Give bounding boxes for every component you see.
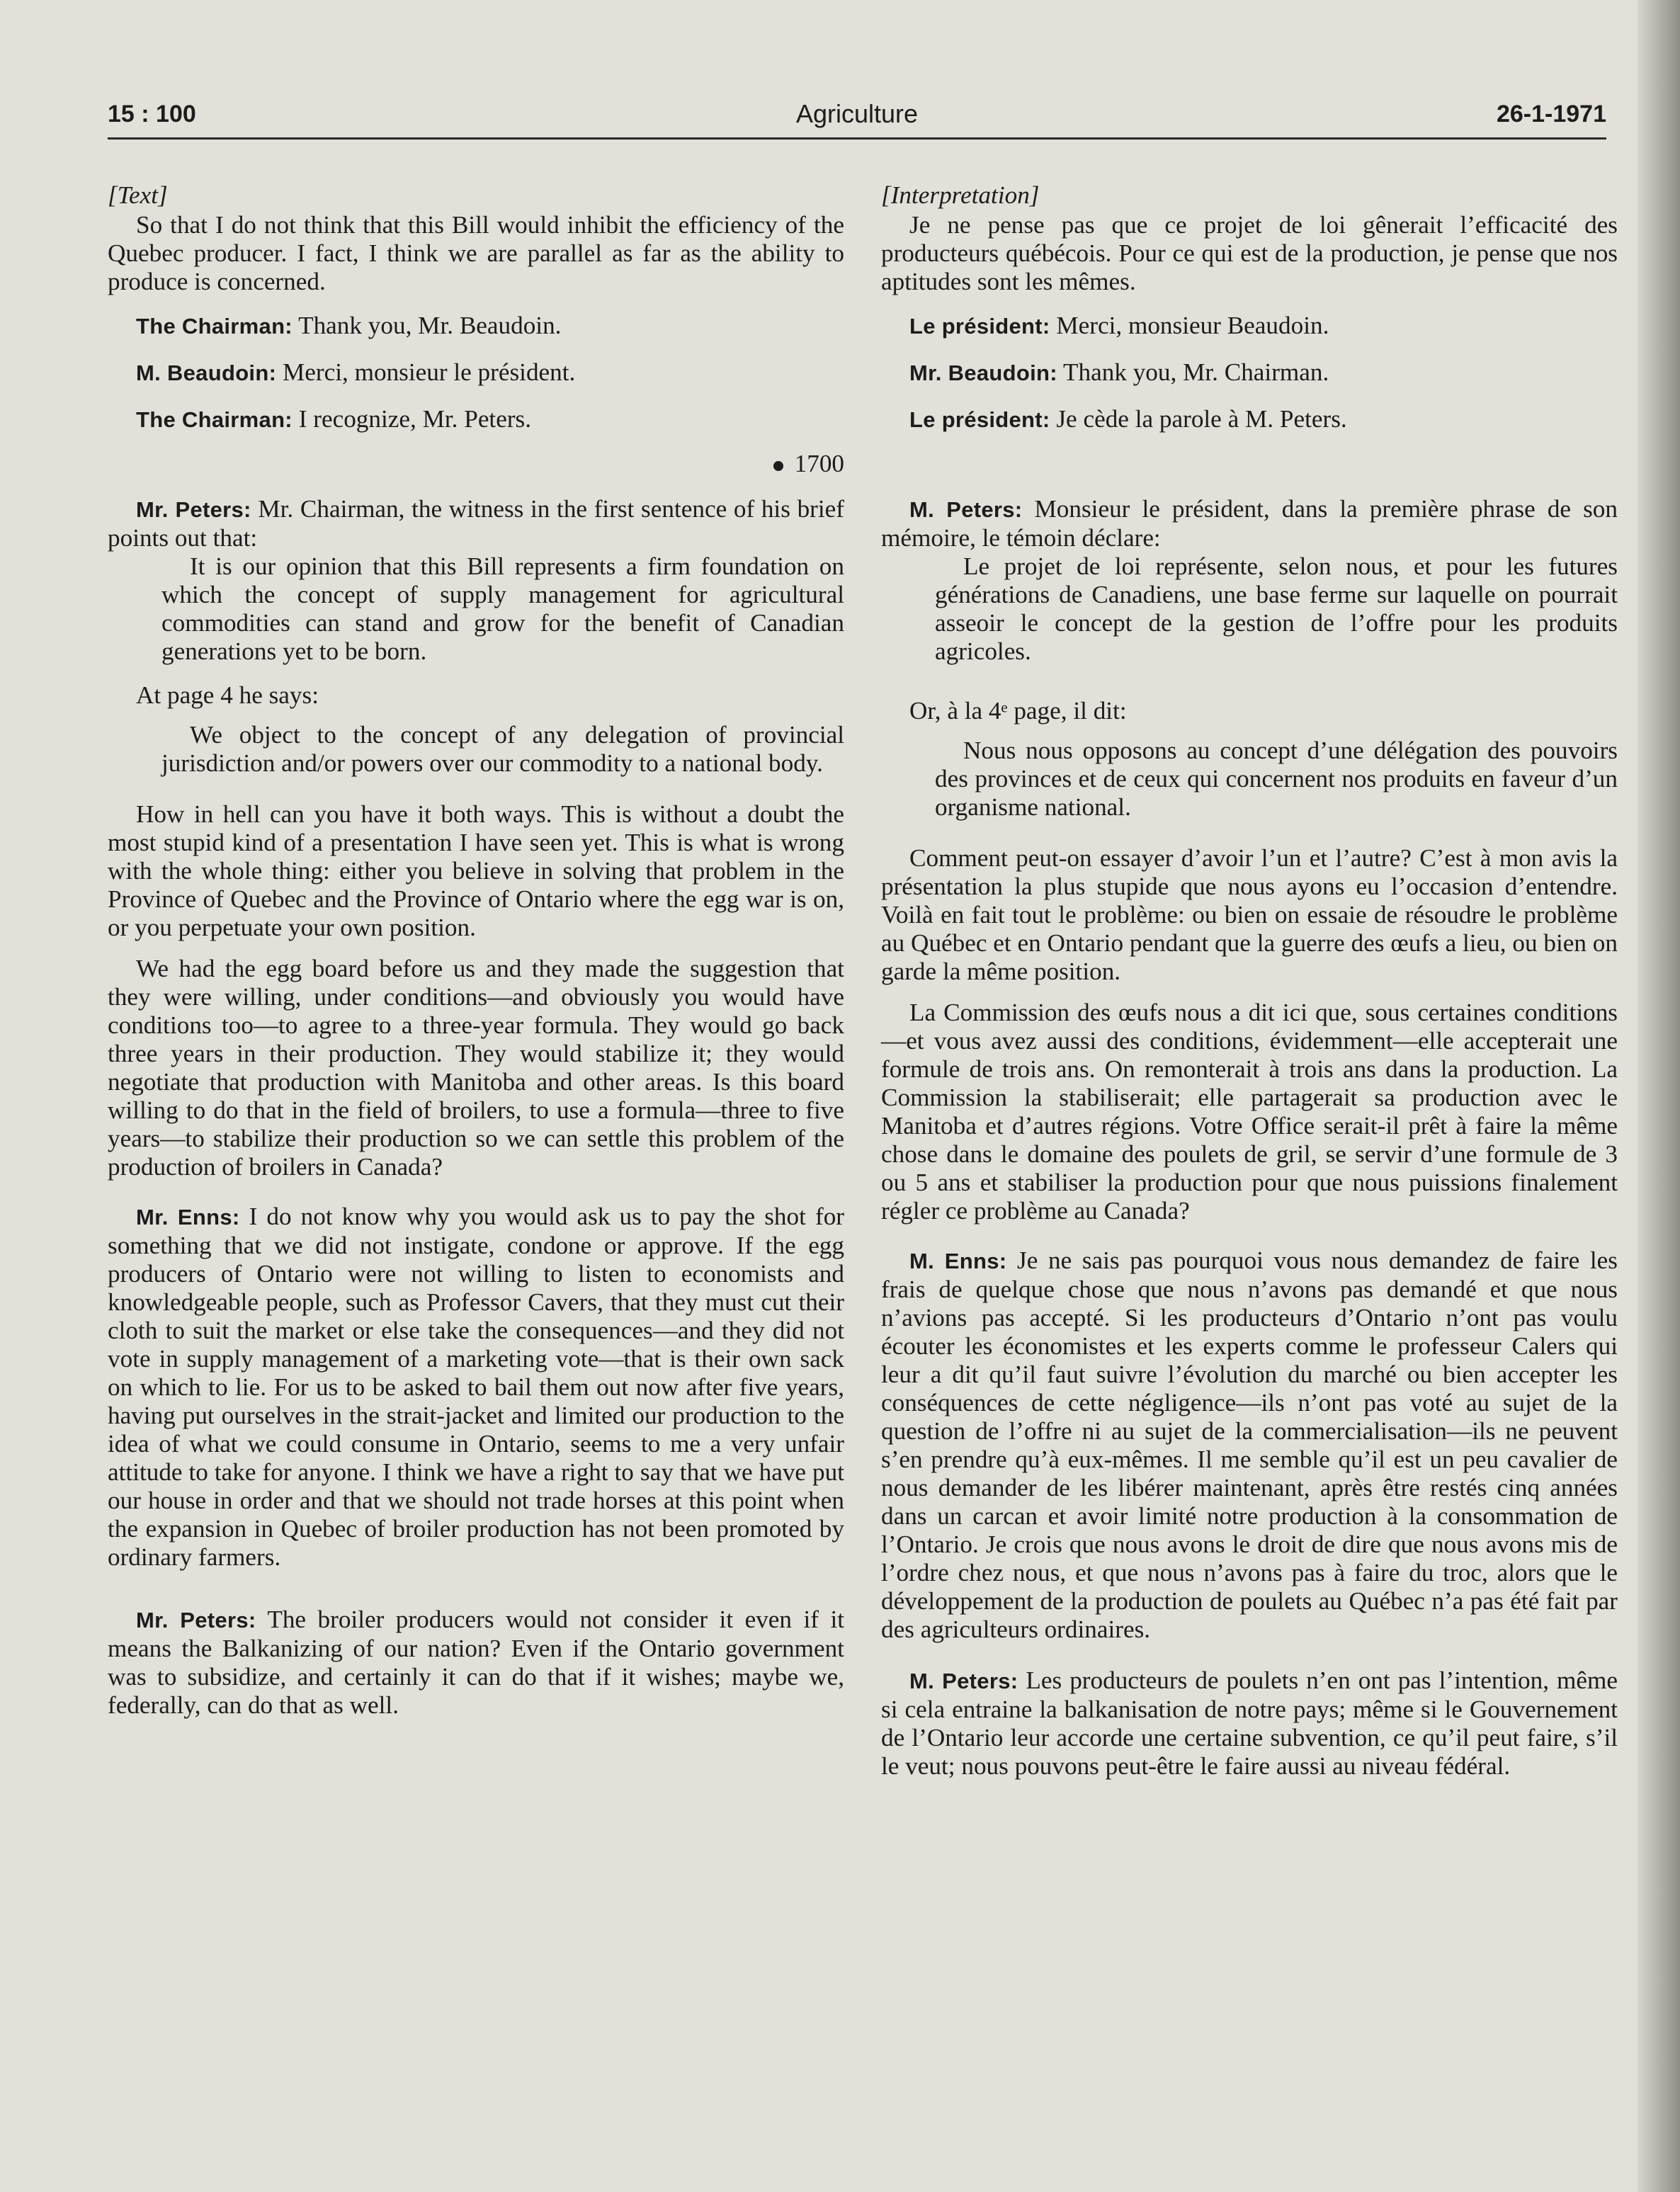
speech-text: Monsieur le président, dans la première phrase de son mémoire, le témoin déclare: bbox=[881, 495, 1618, 552]
speaker-name: The Chairman: bbox=[136, 314, 293, 339]
speech bbox=[881, 312, 1618, 341]
speech bbox=[881, 495, 1618, 552]
text-tag: [Text] bbox=[108, 181, 168, 209]
speech bbox=[108, 1203, 844, 1572]
speech-text: Les producteurs de poulets n’en ont pas l’intention, même si cela entraine la balkanisation de notre pays; même si le Gouvernement de l’Ontario leur accorde une certaine subvention, ce qu’il peut faire, s’il le veut; nous pouvons peut-être le faire aussi au niveau fédéral. bbox=[881, 1666, 1618, 1780]
speaker-name: Le président: bbox=[909, 407, 1050, 432]
speech-text: Je cède la parole à M. Peters. bbox=[1050, 405, 1347, 433]
speech bbox=[108, 312, 844, 341]
speech-text: Merci, monsieur Beaudoin. bbox=[1050, 312, 1329, 339]
speaker-name: Mr. Enns: bbox=[136, 1205, 240, 1230]
book-spine-shadow bbox=[1638, 0, 1680, 2192]
speech bbox=[881, 1666, 1618, 1781]
speech-text: Thank you, Mr. Beaudoin. bbox=[292, 312, 562, 339]
speech-text: Je ne sais pas pourquoi vous nous demandez de faire les frais de quelque chose que nous n’avons pas demandé et que nous n’avions pas accepté. Si les producteurs d’Ontario n’ont pas voulu écouter les économistes et les experts comme le professeur Calers qui leur a dit qu’il faut suivre l’évolution du marché ou bien accepter les conséquences de cette négligence—ils n’ont pas voté au sujet de la question de l’offre ni au sujet de la commercialisation—ils ne peuvent s’en prendre qu’à eux-mêmes. Il me semble qu’il est un peu cavalier de nous demander de les libérer maintenant, après être restés cinq années dans un carcan et avoir limité notre production à la consommation de l’Ontario. Je crois que nous avons le droit de dire que nous avons mis de l’ordre chez nous, et que nous n’avons pas à faire du troc, alors que le développement de la production de poulets au Québec n’a pas été fait par des agriculteurs ordinaires. bbox=[881, 1247, 1618, 1643]
speaker-name: M. Enns: bbox=[909, 1249, 1007, 1273]
paragraph: We had the egg board before us and they made the suggestion that they were willing, under conditions—and obviously you would have conditions too—to agree to a three-year formula. They would go back three years in their production. They would stabilize it; they would negotiate that production with Manitoba and other areas. Is this board willing to do that in the field of broilers, to use a formula—three to five years—to stabilize their production so we can settle this problem of the production of broilers in Canada? bbox=[108, 955, 844, 1181]
block-quote: Nous nous opposons au concept d’une délégation des pouvoirs des provinces et de ceux qui concernent nos produits en faveur d’un organisme national. bbox=[935, 737, 1618, 821]
speaker-name: Mr. Peters: bbox=[136, 497, 251, 522]
speech bbox=[881, 1247, 1618, 1644]
block-quote: We object to the concept of any delegation of provincial jurisdiction and/or powers over our commodity to a national body. bbox=[161, 721, 844, 777]
speech-text: Thank you, Mr. Chairman. bbox=[1057, 358, 1329, 386]
speech bbox=[108, 495, 844, 552]
speaker-name: Le président: bbox=[909, 314, 1050, 339]
speech bbox=[881, 358, 1618, 387]
bullet-icon bbox=[773, 461, 783, 471]
french-column bbox=[881, 181, 1618, 1781]
paragraph: How in hell can you have it both ways. This is without a doubt the most stupid kind of a presentation I have seen yet. This is what is wrong with the whole thing: either you believe in solving that problem in the Province of Quebec and the Province of Ontario where the egg war is on, or you perpetuate your own position. bbox=[108, 800, 844, 941]
paragraph: Or, à la 4ᵉ page, il dit: bbox=[909, 697, 1127, 725]
speaker-name: Mr. Peters: bbox=[136, 1608, 256, 1632]
page-number: 15 : 100 bbox=[108, 101, 196, 127]
speaker-name: The Chairman: bbox=[136, 407, 293, 432]
speech bbox=[108, 1606, 844, 1720]
page-header bbox=[108, 99, 1606, 140]
speaker-name: Mr. Beaudoin: bbox=[909, 360, 1057, 385]
page-date: 26-1-1971 bbox=[1496, 101, 1606, 127]
time-marker bbox=[108, 450, 844, 478]
speech-text: I do not know why you would ask us to pay the shot for something that we did not instigate, condone or approve. If the egg producers of Ontario were not willing to listen to economists and knowledgeable people, such as Professor Cavers, that they must cut their cloth to suit the market or else take the consequences—and they did not vote in supply management of a marketing vote—that is their own sack on which to lie. For us to be asked to bail them out now after five years, having put ourselves in the strait-jacket and limited our production to the idea of what we could consume in Ontario, seems to me a very unfair attitude to take for anyone. I think we have a right to say that we have put our house in order and that we should not trade horses at this point when the expansion in Quebec of broiler production has not been promoted by ordinary farmers. bbox=[108, 1203, 845, 1571]
speech-text: The broiler producers would not consider it even if it means the Balkanizing of our nation? Even if the Ontario government was to subsidize, and certainly it can do that if it wishes; maybe we, federally, can do that as well. bbox=[108, 1606, 845, 1719]
speech-text: I recognize, Mr. Peters. bbox=[292, 405, 532, 433]
speech bbox=[108, 405, 844, 434]
paragraph: So that I do not think that this Bill would inhibit the efficiency of the Quebec producer. I fact, I think we are parallel as far as the ability to produce is concerned. bbox=[108, 211, 844, 295]
running-title: Agriculture bbox=[795, 99, 919, 128]
paragraph: Comment peut-on essayer d’avoir l’un et l’autre? C’est à mon avis la présentation la plus stupide que nous ayons eu l’occasion d’entendre. Voilà en fait tout le problème: ou bien on essaie de résoudre le problème au Québec et en Ontario pendant que la guerre des œufs a lieu, ou bien on garde la même position. bbox=[881, 844, 1618, 985]
english-column bbox=[108, 181, 844, 1720]
time-value: 1700 bbox=[794, 450, 844, 477]
block-quote: Le projet de loi représente, selon nous, et pour les futures générations de Canadiens, une base ferme sur laquelle on pourrait asseoir le concept de la gestion de l’offre pour les produits agricoles. bbox=[935, 552, 1618, 665]
speaker-name: M. Peters: bbox=[909, 497, 1023, 522]
speaker-name: M. Peters: bbox=[909, 1669, 1018, 1693]
speech bbox=[108, 358, 844, 387]
paragraph: La Commission des œufs nous a dit ici que, sous certaines conditions—et vous avez aussi des conditions, évidemment—elle accepterait une formule de trois ans. On remonterait à trois ans dans la production. La Commission la stabiliserait; elle partagerait sa production avec le Manitoba et d’autres régions. Votre Office serait-il prêt à faire la même chose dans le domaine des poulets de gril, se servir d’une formule de 3 ou 5 ans et stabiliser la production pour que nous puissions finalement régler ce problème au Canada? bbox=[881, 999, 1618, 1225]
speaker-name: M. Beaudoin: bbox=[136, 360, 277, 385]
paragraph: Je ne pense pas que ce projet de loi gênerait l’efficacité des producteurs québécois. Pour ce qui est de la production, je pense que nos aptitudes sont les mêmes. bbox=[881, 211, 1618, 295]
paragraph: At page 4 he says: bbox=[136, 681, 319, 709]
interpretation-tag: [Interpretation] bbox=[881, 181, 1040, 209]
block-quote: It is our opinion that this Bill represents a firm foundation on which the concept of supply management for agricultural commodities can stand and grow for the benefit of Canadian generations yet to be born. bbox=[161, 552, 844, 665]
speech-text: Mr. Chairman, the witness in the first sentence of his brief points out that: bbox=[108, 495, 844, 552]
speech bbox=[881, 405, 1618, 434]
speech-text: Merci, monsieur le président. bbox=[276, 358, 576, 386]
